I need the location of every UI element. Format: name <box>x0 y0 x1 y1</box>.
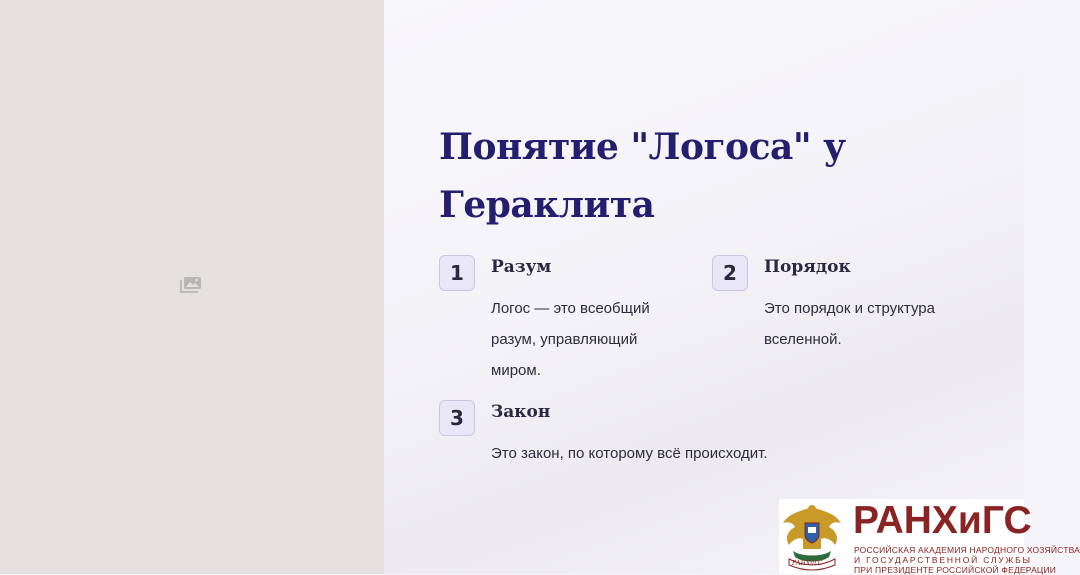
item-number-badge: 3 <box>439 400 475 436</box>
logo-subtitle-line-1: РОССИЙСКАЯ АКАДЕМИЯ НАРОДНОГО ХОЗЯЙСТВА <box>854 545 1080 555</box>
item-number-badge: 1 <box>439 255 475 291</box>
content-panel <box>384 0 1024 574</box>
image-panel <box>0 0 384 574</box>
item-heading: Закон <box>491 402 551 422</box>
emblem-caption: РАНХиГС <box>792 560 823 567</box>
item-description: Это порядок и структура вселенной. <box>764 300 935 348</box>
item-description: Логос — это всеобщий разум, управляющий миром. <box>491 300 650 379</box>
logo-subtitle-line-3: ПРИ ПРЕЗИДЕНТЕ РОССИЙСКОЙ ФЕДЕРАЦИИ <box>854 565 1057 575</box>
item-number-badge: 2 <box>712 255 748 291</box>
ranepa-logo <box>779 499 1080 575</box>
slide-title: Понятие "Логоса" у Гераклита <box>439 126 846 226</box>
logo-name: РАНХиГС <box>853 499 1032 542</box>
item-heading: Разум <box>491 257 552 277</box>
image-icon <box>179 275 203 295</box>
logo-subtitle-line-2: И ГОСУДАРСТВЕННОЙ СЛУЖБЫ <box>854 555 1032 565</box>
item-description: Это закон, по которому всё происходит. <box>491 445 768 462</box>
item-heading: Порядок <box>764 257 851 277</box>
